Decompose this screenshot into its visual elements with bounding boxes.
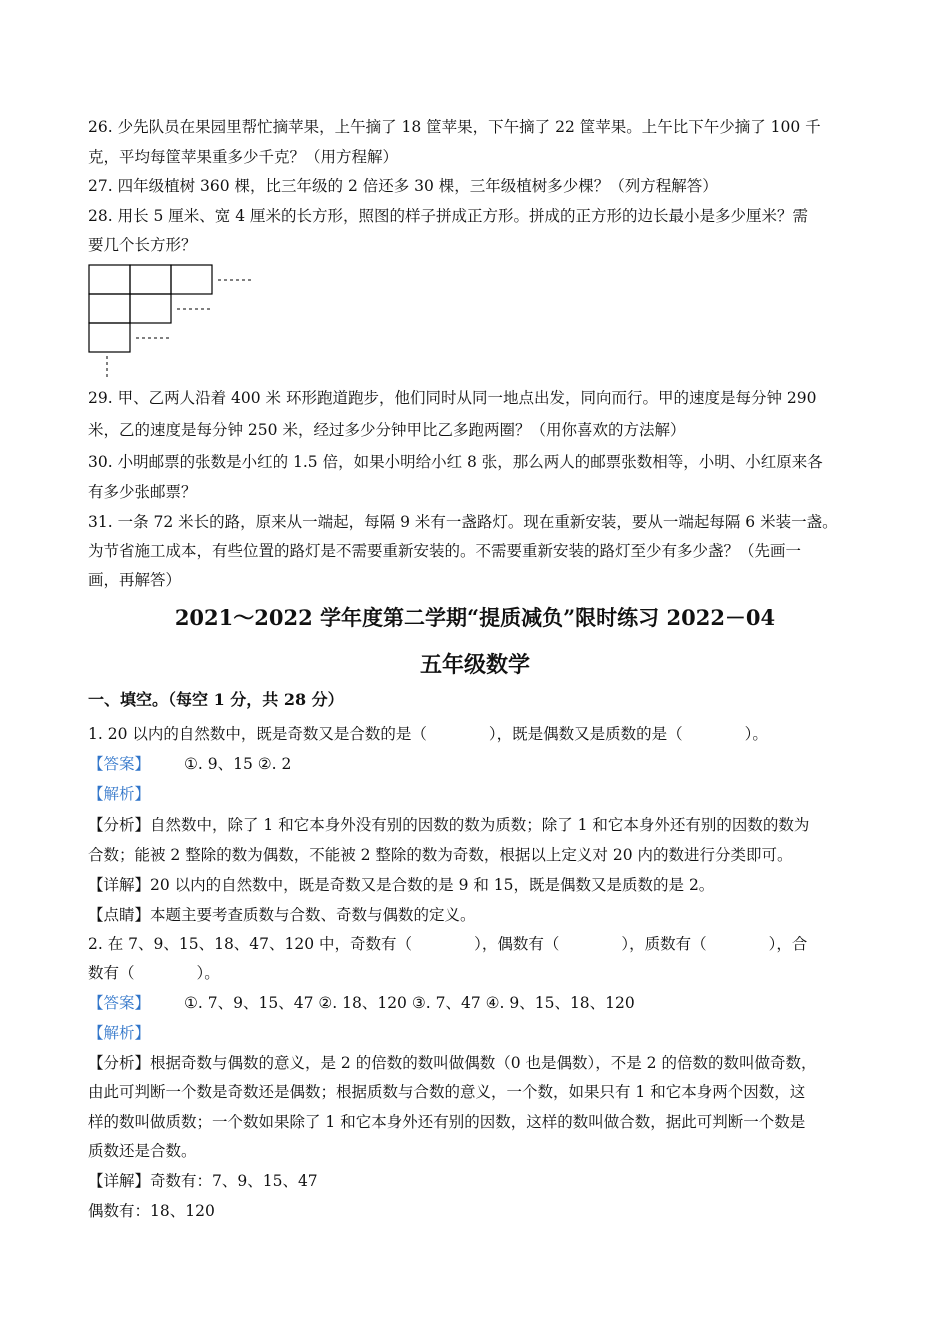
q2-stem-line2 xyxy=(88,963,220,983)
q29-line1: 29. 甲、乙两人沿着 400 米 环形跑道跑步，他们同时从同一地点出发，同向而行。甲的速度是每分钟 290 xyxy=(88,389,817,407)
q2-answer-text: ①. 7、9、15、47 ②. 18、120 ③. 7、47 ④. 9、15、18、120 xyxy=(184,994,635,1012)
q2-analysis-line3: 样的数叫做质数；一个数如果除了 1 和它本身外还有别的因数，这样的数叫做合数，据此可判断一个数是 xyxy=(88,1113,806,1131)
q2-stem-line1 xyxy=(88,934,807,954)
q2-analysis-line2: 由此可判断一个数是奇数还是偶数；根据质数与合数的意义，一个数，如果只有 1 和它本身两个因数，这 xyxy=(88,1083,806,1101)
section-heading: 一、填空。（每空 1 分，共 28 分） xyxy=(88,690,344,709)
q1-detail: 【详解】20 以内的自然数中，既是奇数又是合数的是 9 和 15，既是偶数又是质数的是 2。 xyxy=(88,876,715,894)
q2-answer xyxy=(88,993,635,1013)
q2-text-e: 数有（ xyxy=(88,964,135,982)
tile-rect xyxy=(130,294,171,323)
q2-text-b: ），偶数有（ xyxy=(474,935,560,953)
q28-line2: 要几个长方形？ xyxy=(88,236,197,254)
tile-rect xyxy=(89,265,130,294)
answer-tag: 【答案】 xyxy=(88,994,151,1012)
q30-line2: 有多少张邮票？ xyxy=(88,483,197,501)
q2-analysis-line1: 【分析】根据奇数与偶数的意义，是 2 的倍数的数叫做偶数（0 也是偶数），不是 2 的倍数的数叫做奇数， xyxy=(88,1054,817,1072)
q27: 27. 四年级植树 360 棵，比三年级的 2 倍还多 30 棵，三年级植树多少棵？（列方程解答） xyxy=(88,177,718,195)
q2-analysis-line4: 质数还是合数。 xyxy=(88,1142,197,1160)
q30-line1: 30. 小明邮票的张数是小红的 1.5 倍，如果小明给小红 8 张，那么两人的邮票张数相等，小明、小红原来各 xyxy=(88,453,823,471)
q2-text-f: ）。 xyxy=(196,964,220,982)
q1-analysis-line1: 【分析】自然数中，除了 1 和它本身外没有别的因数的数为质数；除了 1 和它本身外还有别的因数的数为 xyxy=(88,816,810,834)
analysis-tag: 【解析】 xyxy=(88,1024,151,1042)
q1-answer-text: ①. 9、15 ②. 2 xyxy=(184,755,292,773)
q1-tip: 【点睛】本题主要考查质数与合数、奇数与偶数的定义。 xyxy=(88,906,476,924)
q1-answer xyxy=(88,754,291,774)
tile-rect xyxy=(89,294,130,323)
q1-text-c: ）。 xyxy=(744,725,768,743)
q31-line1: 31. 一条 72 米长的路，原来从一端起，每隔 9 米有一盏路灯。现在重新安装，要从一端起每隔 6 米装一盏。 xyxy=(88,513,838,531)
q31-line3: 画，再解答） xyxy=(88,571,182,589)
q2-text-c: ），质数有（ xyxy=(621,935,707,953)
q28-line1: 28. 用长 5 厘米、宽 4 厘米的长方形，照图的样子拼成正方形。拼成的正方形的边长最小是多少厘米？需 xyxy=(88,207,809,225)
rectangle-tiling-figure xyxy=(88,264,268,379)
analysis-tag: 【解析】 xyxy=(88,785,151,803)
q26-line1: 26. 少先队员在果园里帮忙摘苹果，上午摘了 18 筐苹果，下午摘了 22 筐苹果。上午比下午少摘了 100 千 xyxy=(88,118,821,136)
q1-text-b: ），既是偶数又是质数的是（ xyxy=(488,725,683,743)
q1-stem xyxy=(88,724,768,744)
q26-line2: 克，平均每筐苹果重多少千克？（用方程解） xyxy=(88,148,399,166)
q1-analysis-line2: 合数；能被 2 整除的数为偶数，不能被 2 整除的数为奇数，根据以上定义对 20 内的数进行分类即可。 xyxy=(88,846,793,864)
answer-tag: 【答案】 xyxy=(88,755,151,773)
q29-line2: 米，乙的速度是每分钟 250 米，经过多少分钟甲比乙多跑两圈？（用你喜欢的方法解） xyxy=(88,421,686,439)
q1-text-a: 1. 20 以内的自然数中，既是奇数又是合数的是（ xyxy=(88,725,427,743)
q31-line2: 为节省施工成本，有些位置的路灯是不需要重新安装的。不需要重新安装的路灯至少有多少盏？（先画一 xyxy=(88,542,802,560)
q2-text-a: 2. 在 7、9、15、18、47、120 中，奇数有（ xyxy=(88,935,413,953)
q2-even-list: 偶数有：18、120 xyxy=(88,1202,215,1220)
tile-rect xyxy=(89,323,130,352)
q2-text-d: ），合 xyxy=(768,935,808,953)
q2-detail: 【详解】奇数有：7、9、15、47 xyxy=(88,1172,318,1190)
tile-rect xyxy=(130,265,171,294)
exam-subtitle: 五年级数学 xyxy=(419,652,530,678)
exam-title: 2021～2022 学年度第二学期“提质减负”限时练习 2022－04 xyxy=(174,605,776,630)
tile-rect xyxy=(171,265,212,294)
